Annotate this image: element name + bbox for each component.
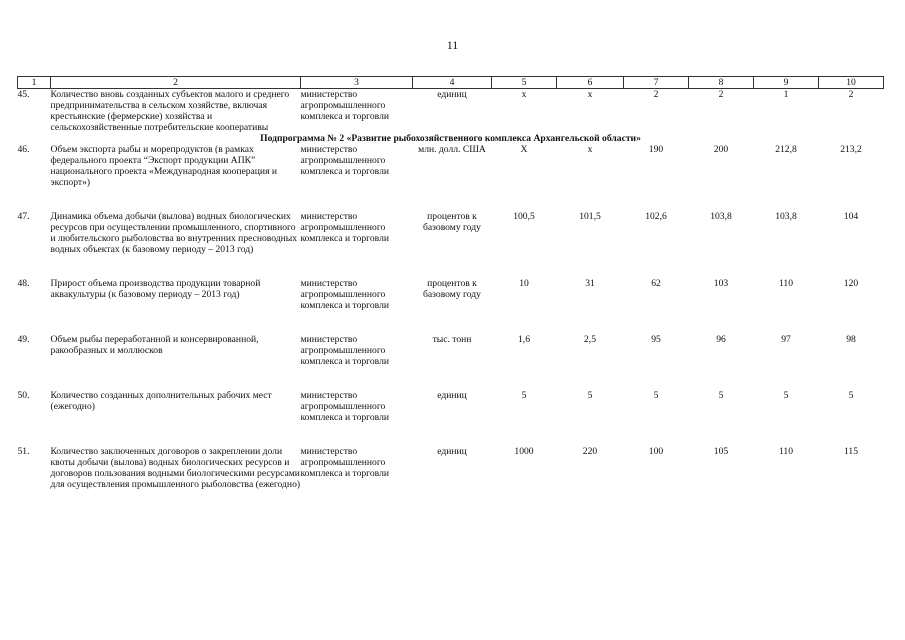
row-number: 51. [17, 446, 30, 457]
row-gap [18, 255, 884, 278]
value-cell: 1,6 [518, 334, 530, 345]
value-cell: 103,8 [775, 211, 797, 222]
page-number: 11 [446, 38, 459, 52]
row-number: 45. [17, 89, 30, 100]
value-cell: 5 [848, 390, 854, 401]
unit: единиц [437, 446, 467, 457]
indicator-name: Количество вновь созданных субъектов малого и среднего предпринимательства в сельском хозяйстве, включая крестьянские (фермерские) хозяйства и сельскохозяйственные потребительские кооперативы [50, 89, 290, 133]
value-cell: 96 [716, 334, 726, 345]
row-gap [18, 367, 884, 390]
unit: процентов к базовому году [423, 211, 481, 233]
value-cell: 10 [519, 278, 529, 289]
table-row [18, 278, 884, 311]
value-cell: 62 [651, 278, 661, 289]
table-row [18, 211, 884, 255]
executor: министерство агропромышленного комплекса и торговли [300, 446, 390, 479]
column-header: 9 [754, 77, 819, 89]
row-gap [18, 188, 884, 211]
value-cell: 102,6 [645, 211, 667, 222]
column-header: 10 [819, 77, 884, 89]
value-cell: 1 [783, 89, 789, 100]
table-row [18, 390, 884, 423]
table-row [18, 334, 884, 367]
value-cell: 5 [783, 390, 789, 401]
indicator-name: Объем рыбы переработанной и консервированной, ракообразных и моллюсков [50, 334, 259, 356]
value-cell: 105 [713, 446, 729, 457]
table-row [18, 144, 884, 188]
indicator-name: Объем экспорта рыбы и морепродуктов (в рамках федерального проекта “Экспорт продукции АПК” национального проекта «Международная кооперация и экспорт») [50, 144, 278, 188]
value-cell: 212,8 [775, 144, 797, 155]
value-cell: 2 [718, 89, 724, 100]
column-header: 2 [51, 77, 301, 89]
unit: единиц [437, 390, 467, 401]
table-row [18, 89, 884, 134]
value-cell: 97 [781, 334, 791, 345]
executor: министерство агропромышленного комплекса и торговли [300, 144, 390, 177]
unit: единиц [437, 89, 467, 100]
row-number: 46. [17, 144, 30, 155]
executor: министерство агропромышленного комплекса и торговли [300, 334, 390, 367]
value-cell: 110 [778, 446, 794, 457]
value-cell: 2 [653, 89, 659, 100]
value-cell: 2,5 [584, 334, 596, 345]
column-header: 6 [557, 77, 624, 89]
executor: министерство агропромышленного комплекса и торговли [300, 278, 390, 311]
indicator-name: Динамика объема добычи (вылова) водных биологических ресурсов при осуществлении промышленного, спортивного и любительского рыболовства во внутренних пресноводных водных объектах (к базовому периоду – 2013 год) [50, 211, 298, 255]
row-number: 50. [17, 390, 30, 401]
row-gap [18, 423, 884, 446]
value-cell: х [521, 89, 527, 100]
indicator-name: Прирост объема производства продукции товарной аквакультуры (к базовому периоду – 2013 год) [50, 278, 261, 300]
executor: министерство агропромышленного комплекса и торговли [300, 89, 390, 122]
value-cell: 98 [846, 334, 856, 345]
column-header: 7 [624, 77, 689, 89]
value-cell: 190 [648, 144, 664, 155]
value-cell: 5 [521, 390, 527, 401]
table-row [18, 446, 884, 490]
executor: министерство агропромышленного комплекса и торговли [300, 390, 390, 423]
indicators-table [17, 76, 884, 490]
value-cell: х [587, 89, 593, 100]
value-cell: 104 [843, 211, 859, 222]
column-header: 8 [689, 77, 754, 89]
row-number: 48. [17, 278, 30, 289]
value-cell: 5 [718, 390, 724, 401]
value-cell: 213,2 [840, 144, 862, 155]
indicator-name: Количество заключенных договоров о закреплении доли квоты добычи (вылова) водных биологических ресурсов и договоров пользования водными биологическими ресурсами для осуществления промышленного рыболовства (ежегодно) [50, 446, 301, 490]
value-cell: 5 [653, 390, 659, 401]
subprogram-row [18, 133, 884, 144]
value-cell: 2 [848, 89, 854, 100]
value-cell: 5 [587, 390, 593, 401]
value-cell: 100,5 [513, 211, 535, 222]
value-cell: 103 [713, 278, 729, 289]
column-header: 3 [301, 77, 413, 89]
value-cell: 120 [843, 278, 859, 289]
value-cell: 1000 [514, 446, 534, 457]
value-cell: 103,8 [710, 211, 732, 222]
value-cell: 200 [713, 144, 729, 155]
value-cell: Х [520, 144, 528, 155]
value-cell: 31 [585, 278, 595, 289]
value-cell: 220 [582, 446, 598, 457]
value-cell: 101,5 [579, 211, 601, 222]
value-cell: 110 [778, 278, 794, 289]
value-cell: 115 [843, 446, 859, 457]
subprogram-title: Подпрограмма № 2 «Развитие рыбохозяйственного комплекса Архангельской области» [260, 133, 641, 144]
indicator-name: Количество созданных дополнительных рабочих мест (ежегодно) [50, 390, 272, 412]
value-cell: х [587, 144, 593, 155]
header-row [18, 77, 884, 89]
row-number: 49. [17, 334, 30, 345]
unit: процентов к базовому году [423, 278, 481, 300]
unit: тыс. тонн [432, 334, 472, 345]
row-number: 47. [17, 211, 30, 222]
value-cell: 95 [651, 334, 661, 345]
column-header: 4 [413, 77, 492, 89]
executor: министерство агропромышленного комплекса и торговли [300, 211, 390, 244]
unit: млн. долл. США [418, 144, 486, 155]
value-cell: 100 [648, 446, 664, 457]
column-header: 5 [492, 77, 557, 89]
column-header: 1 [18, 77, 51, 89]
row-gap [18, 311, 884, 334]
